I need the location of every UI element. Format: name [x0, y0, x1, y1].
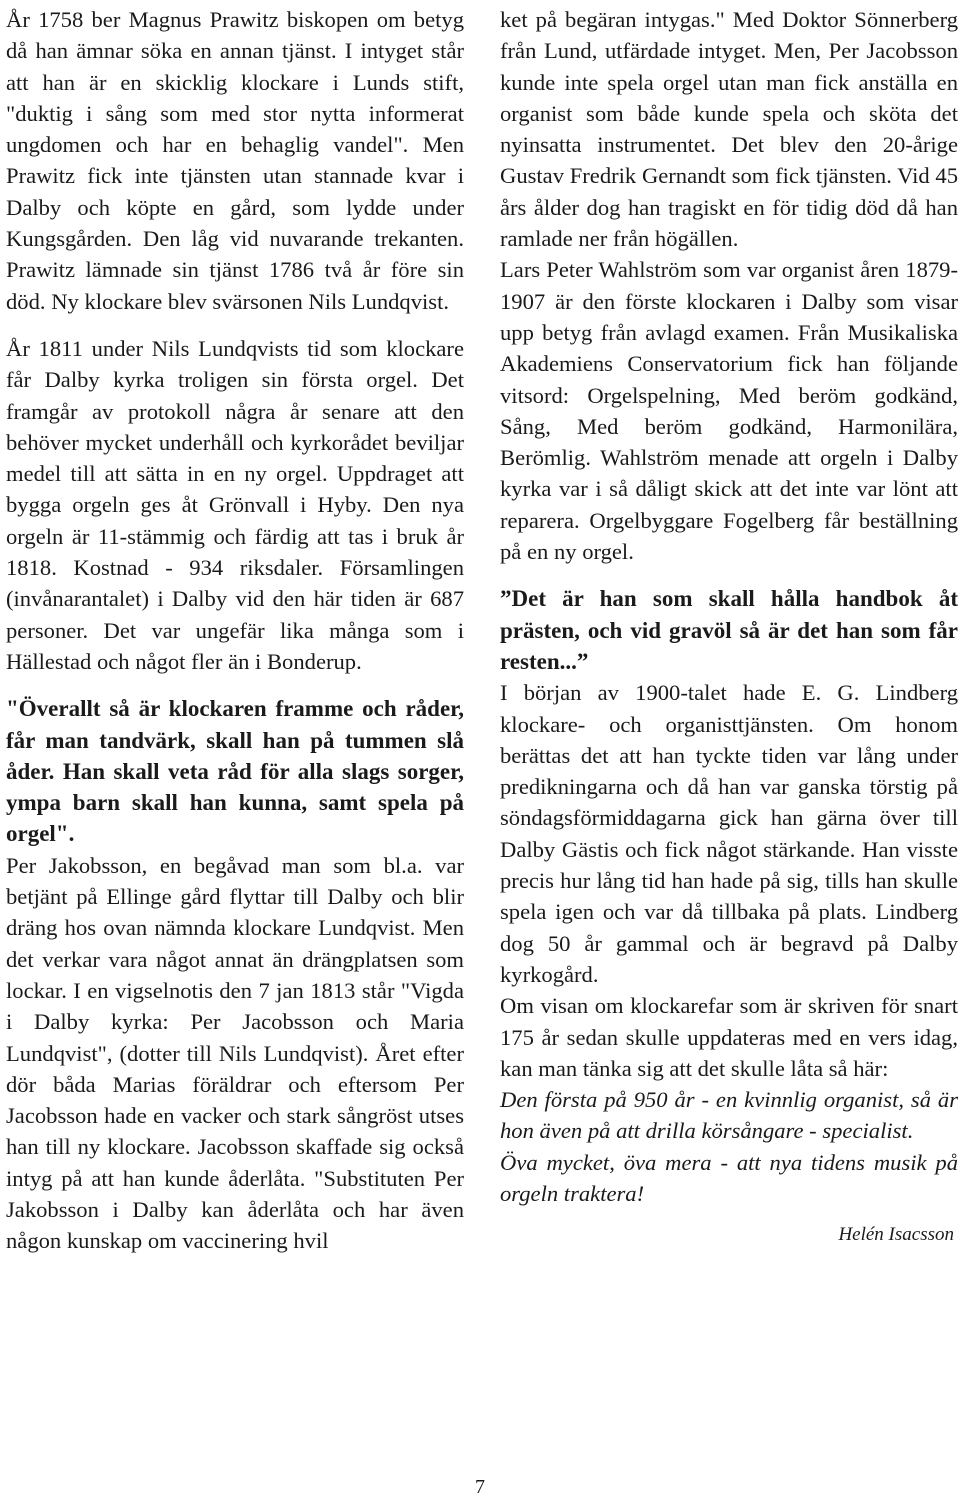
- paragraph-visan: Om visan om klockarefar som är skriven för snart 175 år sedan skulle uppdateras med en vers idag, kan man tänka sig att det skulle låta så här:: [500, 993, 958, 1081]
- paragraph-first-organ: År 1811 under Nils Lundqvists tid som klockare får Dalby kyrka troligen sin första orgel. Det framgår av protokoll några år senare att den behöver mycket underhåll och kyrkorådet beviljar medel till att sätta in en ny orgel. Uppdraget att bygga orgeln ges åt Grönvall i Hyby. Den nya orgeln är 11-stämmig och färdig att tas i bruk år 1818. Kostnad - 934 riksdaler. Församlingen (invånarantalet) i Dalby vid den här tiden är 687 personer. Det var ungefär lika många som i Hällestad och något fler än i Bonderup.: [6, 335, 464, 674]
- quote-handbok: ”Det är han som skall hålla handbok åt prästen, och vid gravöl så är det han som får resten...”: [500, 586, 958, 674]
- paragraph-lindberg: I början av 1900-talet hade E. G. Lindberg klockare- och organisttjänsten. Om honom berättas det att han tyckte tiden var lång under predikningarna och då han var ganska törstig på söndagsförmiddagarna gick han gärna över till Dalby Gästis och fick något stärkande. Han visste precis hur lång tid han hade på sig, tills han skulle spela igen och var då tillbaka på plats. Lindberg dog 50 år gammal och är begravd på Dalby kyrkogård.: [500, 680, 958, 987]
- paragraph-prawitz: År 1758 ber Magnus Prawitz biskopen om betyg då han ämnar söka en annan tjänst. I intyget står att han är en skicklig klockare i Lunds stift, "duktig i sång som med stor nytta informerat ungdomen och har en behaglig vandel". Men Prawitz fick inte tjänsten utan stannade kvar i Dalby och köpte en gård, som lydde under Kungsgården. Den låg vid nuvarande trekanten. Prawitz lämnade sin tjänst 1786 två år före sin död. Ny klockare blev svärsonen Nils Lundqvist.: [6, 7, 464, 314]
- paragraph-wahlstrom: Lars Peter Wahlström som var organist åren 1879-1907 är den förste klockaren i Dalby som visar upp betyg från avlagd examen. Från Musikaliska Akademiens Conservatorium fick han följande vitsord: Orgelspelning, Med beröm godkänd, Sång, Med beröm godkänd, Harmonilära, Berömlig. Wahlström menade att orgeln i Dalby kyrka var i så dåligt skick att det inte var lönt att reparera. Orgelbyggare Fogelberg får beställning på en ny orgel.: [500, 257, 958, 565]
- author-signature: Helén Isacsson: [838, 1224, 954, 1246]
- paragraph-vaccination-gernandt: ket på begäran intygas." Med Doktor Sönnerberg från Lund, utfärdade intyget. Men, Per Jacobsson kunde inte spela orgel utan man fick anställa en organist som både kunde spela och sköta det nyinsatta instrumentet. Det blev den 20-årige Gustav Fredrik Gernandt som fick tjänsten. Vid 45 års ålder dog han tragiskt en för tidig död då han ramlade ner från högällen.: [500, 7, 958, 252]
- page-number: 7: [475, 1476, 485, 1498]
- verse-two: Öva mycket, öva mera - att nya tidens musik på orgeln traktera!: [500, 1149, 958, 1206]
- paragraph-per-jakobsson: Per Jakobsson, en begåvad man som bl.a. var betjänt på Ellinge gård flyttar till Dalby och blir dräng hos ovan nämnda klockare Lundqvist. Men det verkar vara något annat än drängplatsen som lockar. I en vigselnotis den 7 jan 1813 står "Vigda i Dalby kyrka: Per Jacobsson och Maria Lundqvist", (dotter till Nils Lundqvist). Året efter dör båda Marias föräldrar och eftersom Per Jacobsson hade en vacker och stark sångröst utses han till ny klockare. Jacobsson skaffade sig också intyg på att han kunde åderlåta. "Substituten Per Jakobsson i Dalby kan åderlåta och har även någon kunskap om vaccinering hvil: [6, 852, 464, 1254]
- left-column: [6, 4, 464, 1257]
- quote-klockaren: "Överallt så är klockaren framme och råder, får man tandvärk, skall han på tummen slå åder. Han skall veta råd för alla slags sorger, ympa barn skall han kunna, samt spela på orgel".: [6, 696, 464, 847]
- right-column: [500, 4, 958, 1251]
- verse-one: Den första på 950 år - en kvinnlig organist, så är hon även på att drilla körsångare - specialist.: [500, 1087, 958, 1144]
